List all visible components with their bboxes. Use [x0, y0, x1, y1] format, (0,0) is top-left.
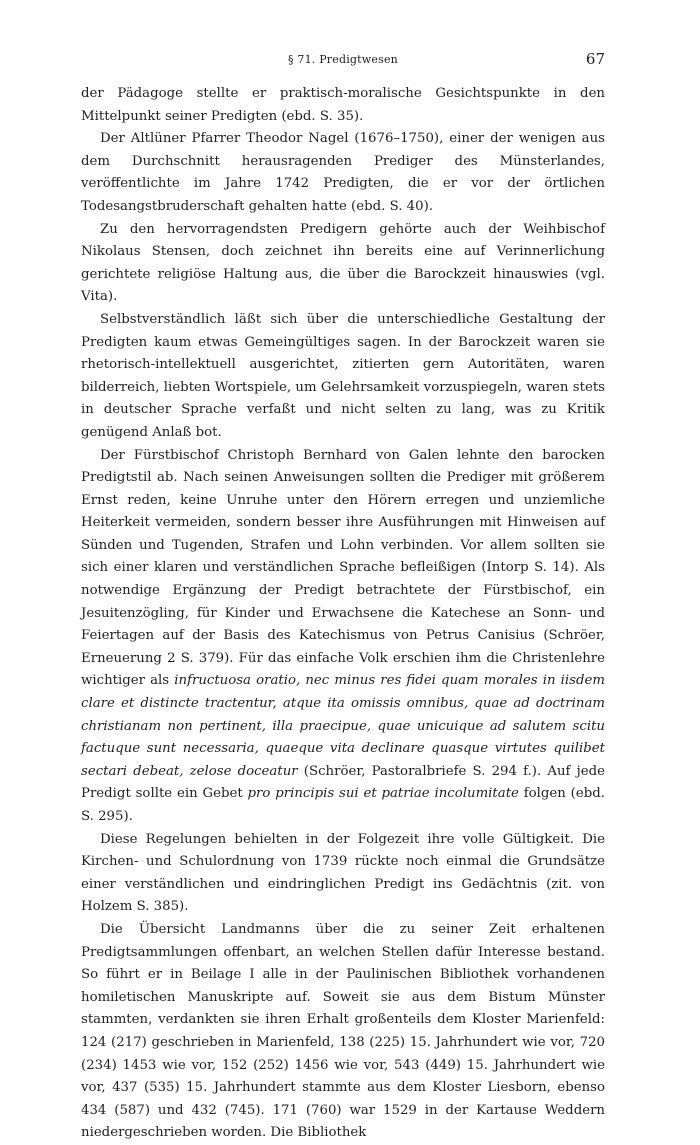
paragraph [81, 445, 605, 829]
text-run: Selbstverständlich läßt sich über die unterschiedliche Gestaltung der Predigten kaum etwas Gemeingültiges sagen. In der Barockzeit waren sie rhetorisch-intellektuell ausgerichtet, zitierten gern Autoritäten, waren bilderreich, liebten Wortspiele, um Gelehrsamkeit vorzuspiegeln, waren stets in deutscher Sprache verfaßt und nicht selten zu lang, was zu Kritik genügend Anlaß bot. [81, 311, 605, 440]
running-title: § 71. Predigtwesen [288, 53, 398, 66]
paragraph [81, 829, 605, 919]
page-number: 67 [585, 50, 605, 68]
text-run: Der Altlüner Pfarrer Theodor Nagel (1676–1750), einer der wenigen aus dem Durchschnitt herausragenden Prediger des Münsterlandes, veröffentlichte im Jahre 1742 Predigten, die er vor der örtlichen Todesangstbruderschaft gehalten hatte (ebd. S. 40). [81, 131, 605, 214]
paragraph [81, 83, 605, 128]
paragraph [81, 309, 605, 445]
text-run: der Pädagoge stellte er praktisch-moralische Gesichtspunkte in den Mittelpunkt seiner Predigten (ebd. S. 35). [81, 86, 605, 124]
text-run: Die Übersicht Landmanns über die zu seiner Zeit erhaltenen Predigtsammlungen offenbart, an welchen Stellen dafür Interesse bestand. So führt er in Beilage I alle in der Paulinischen Bibliothek vorhandenen homiletischen Manuskripte auf. Soweit sie aus dem Bistum Münster stammten, verdankten sie ihren Erhalt großenteils dem Kloster Marienfeld: 124 (217) geschrieben in Marienfeld, 138 (225) 15. Jahrhundert wie vor, 720 (234) 1453 wie vor, 152 (252) 1456 wie vor, 543 (449) 15. Jahrhundert wie vor, 437 (535) 15. Jahrhundert stammte aus dem Kloster Liesborn, ebenso 434 (587) und 432 (745). 171 (760) war 1529 in der Kartause Weddern niedergeschrieben worden. Die Bibliothek [81, 921, 605, 1141]
document-page [81, 0, 605, 1141]
text-run: (Schröer, Pastoralbriefe S. 294 f.). Auf jede Predigt sollte ein Gebet [81, 763, 605, 802]
paragraph [81, 919, 605, 1145]
paragraph [81, 128, 605, 218]
text-run: Der Fürstbischof Christoph Bernhard von Galen lehnte den barocken Predigtstil ab. Nach seinen Anweisungen sollten die Prediger mit größerem Ernst reden, keine Unruhe unter den Hörern erregen und unziemliche Heiterkeit vermeiden, sondern besser ihre Ausführungen mit Hinweisen auf Sünden und Tugenden, Strafen und Lohn verbinden. Vor allem sollten sie sich einer klaren und verständlichen Sprache befleißigen (Intorp S. 14). Als notwendige Ergänzung der Predigt betrachtete der Fürstbischof, ein Jesuitenzögling, für Kinder und Erwachsene die Katechese an Sonn- und Feiertagen auf der Basis des Katechismus von Petrus Canisius (Schröer, Erneuerung 2 S. 379). Für das einfache Volk erschien ihm die Christenlehre wichtiger als [81, 447, 605, 689]
body-text [81, 83, 605, 1145]
paragraph [81, 219, 605, 309]
running-header [81, 50, 605, 70]
text-run: folgen (ebd. S. 295). [81, 786, 605, 824]
italic-quotation: infructuosa oratio, nec minus res fidei quam morales in iisdem clare et distincte tractentur, atque ita omissis omnibus, quae ad doctrinam christianam non pertinent, illa praecipue, quae unicuique ad salutem scitu factuque sunt necessaria, quaeque vita declinare quasque virtutes quilibet sectari debeat, zelose doceatur [81, 673, 605, 779]
text-run: Zu den hervorragendsten Predigern gehörte auch der Weihbischof Nikolaus Stensen, doch zeichnet ihn bereits eine auf Verinnerlichung gerichtete religiöse Haltung aus, die über die Barockzeit hinauswies (vgl. Vita). [81, 221, 605, 305]
text-run: Diese Regelungen behielten in der Folgezeit ihre volle Gültigkeit. Die Kirchen- und Schulordnung von 1739 rückte noch einmal die Grundsätze einer verständlichen und eindringlichen Predigt ins Gedächtnis (zit. von Holzem S. 385). [81, 831, 605, 915]
italic-quotation: pro principis sui et patriae incolumitate [247, 786, 519, 802]
